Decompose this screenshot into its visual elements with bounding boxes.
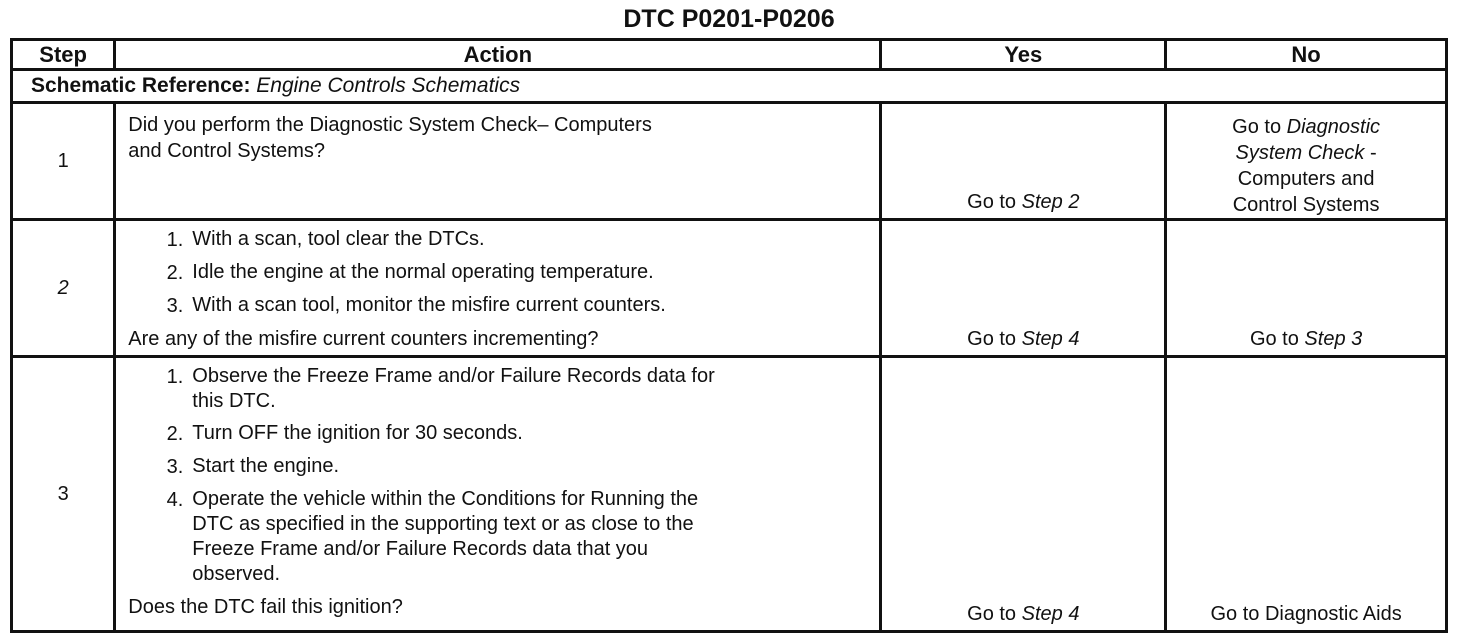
item-number: 2. bbox=[166, 423, 184, 445]
link-text: Computers and bbox=[1237, 168, 1375, 190]
schematic-label: Schematic Reference: bbox=[31, 74, 251, 97]
action-text: Did you perform the Diagnostic System Check– Computers bbox=[128, 114, 652, 136]
no-goto[interactable]: Go to Diagnostic Aids bbox=[1210, 603, 1402, 625]
goto-prefix: Go to bbox=[967, 603, 1017, 625]
question-text: Does the DTC fail this ignition? bbox=[128, 596, 403, 618]
header-row bbox=[12, 40, 1447, 70]
schematic-row bbox=[12, 70, 1447, 103]
header-step: Step bbox=[12, 40, 115, 70]
table-row bbox=[12, 103, 1447, 220]
action-cell bbox=[115, 220, 881, 357]
item-text: Operate the vehicle within the Conditions for Running the DTC as specified in the supporting text or as close to the Freeze Frame and/or Failure Records data that you observed. bbox=[192, 488, 699, 585]
step-link[interactable]: Step 4 bbox=[1021, 603, 1080, 625]
list-item bbox=[128, 260, 867, 286]
step-number: 2 bbox=[12, 220, 115, 357]
question-text: Are any of the misfire current counters incrementing? bbox=[128, 328, 599, 350]
item-number: 3. bbox=[166, 456, 184, 478]
step-link[interactable]: Step 2 bbox=[1021, 191, 1080, 213]
item-text: With a scan tool, monitor the misfire current counters. bbox=[192, 294, 666, 316]
yes-goto[interactable] bbox=[882, 191, 1164, 214]
goto-prefix: Go to bbox=[967, 328, 1017, 350]
dtc-table bbox=[10, 38, 1448, 633]
item-text: Start the engine. bbox=[192, 455, 340, 477]
yes-goto[interactable] bbox=[882, 603, 1164, 626]
diagnostic-link[interactable]: Diagnostic bbox=[1286, 116, 1381, 138]
list-item bbox=[128, 364, 867, 414]
list-item bbox=[128, 487, 867, 587]
dash: - bbox=[1370, 142, 1377, 164]
table-row bbox=[12, 357, 1447, 632]
goto-prefix: Go to bbox=[1249, 328, 1299, 350]
no-cell bbox=[1166, 103, 1447, 220]
item-text: Idle the engine at the normal operating temperature. bbox=[192, 261, 654, 283]
list-item bbox=[128, 421, 867, 447]
action-cell bbox=[115, 357, 881, 632]
step-number: 1 bbox=[12, 103, 115, 220]
schematic-reference bbox=[12, 70, 1447, 103]
yes-cell bbox=[881, 220, 1166, 357]
page-title: DTC P0201-P0206 bbox=[623, 5, 835, 33]
action-text: and Control Systems? bbox=[128, 140, 326, 162]
schematic-link[interactable]: Engine Controls Schematics bbox=[256, 74, 521, 97]
header-no: No bbox=[1166, 40, 1447, 70]
action-cell bbox=[115, 103, 881, 220]
diagnostic-link[interactable]: System Check bbox=[1235, 142, 1365, 164]
list-item bbox=[128, 454, 867, 480]
action-list bbox=[128, 227, 867, 319]
item-text: Observe the Freeze Frame and/or Failure Records data for this DTC. bbox=[192, 365, 715, 412]
item-text: Turn OFF the ignition for 30 seconds. bbox=[192, 422, 523, 444]
item-text: With a scan, tool clear the DTCs. bbox=[192, 228, 485, 250]
link-text: Control Systems bbox=[1232, 194, 1380, 216]
no-cell bbox=[1166, 220, 1447, 357]
yes-cell bbox=[881, 357, 1166, 632]
no-goto[interactable] bbox=[1167, 104, 1445, 218]
header-action: Action bbox=[115, 40, 881, 70]
item-number: 1. bbox=[166, 229, 184, 251]
step-link[interactable]: Step 4 bbox=[1021, 328, 1080, 350]
table-row bbox=[12, 220, 1447, 357]
yes-goto[interactable] bbox=[882, 328, 1164, 351]
step-number: 3 bbox=[12, 357, 115, 632]
no-goto[interactable] bbox=[1167, 328, 1445, 351]
action-list bbox=[128, 364, 867, 587]
yes-cell bbox=[881, 103, 1166, 220]
item-number: 1. bbox=[166, 366, 184, 388]
list-item bbox=[128, 293, 867, 319]
step-link[interactable]: Step 3 bbox=[1304, 328, 1363, 350]
list-item bbox=[128, 227, 867, 253]
item-number: 2. bbox=[166, 262, 184, 284]
item-number: 3. bbox=[166, 295, 184, 317]
item-number: 4. bbox=[166, 489, 184, 511]
goto-prefix: Go to bbox=[967, 191, 1017, 213]
header-yes: Yes bbox=[881, 40, 1166, 70]
goto-prefix: Go to bbox=[1232, 116, 1282, 138]
no-cell bbox=[1166, 357, 1447, 632]
